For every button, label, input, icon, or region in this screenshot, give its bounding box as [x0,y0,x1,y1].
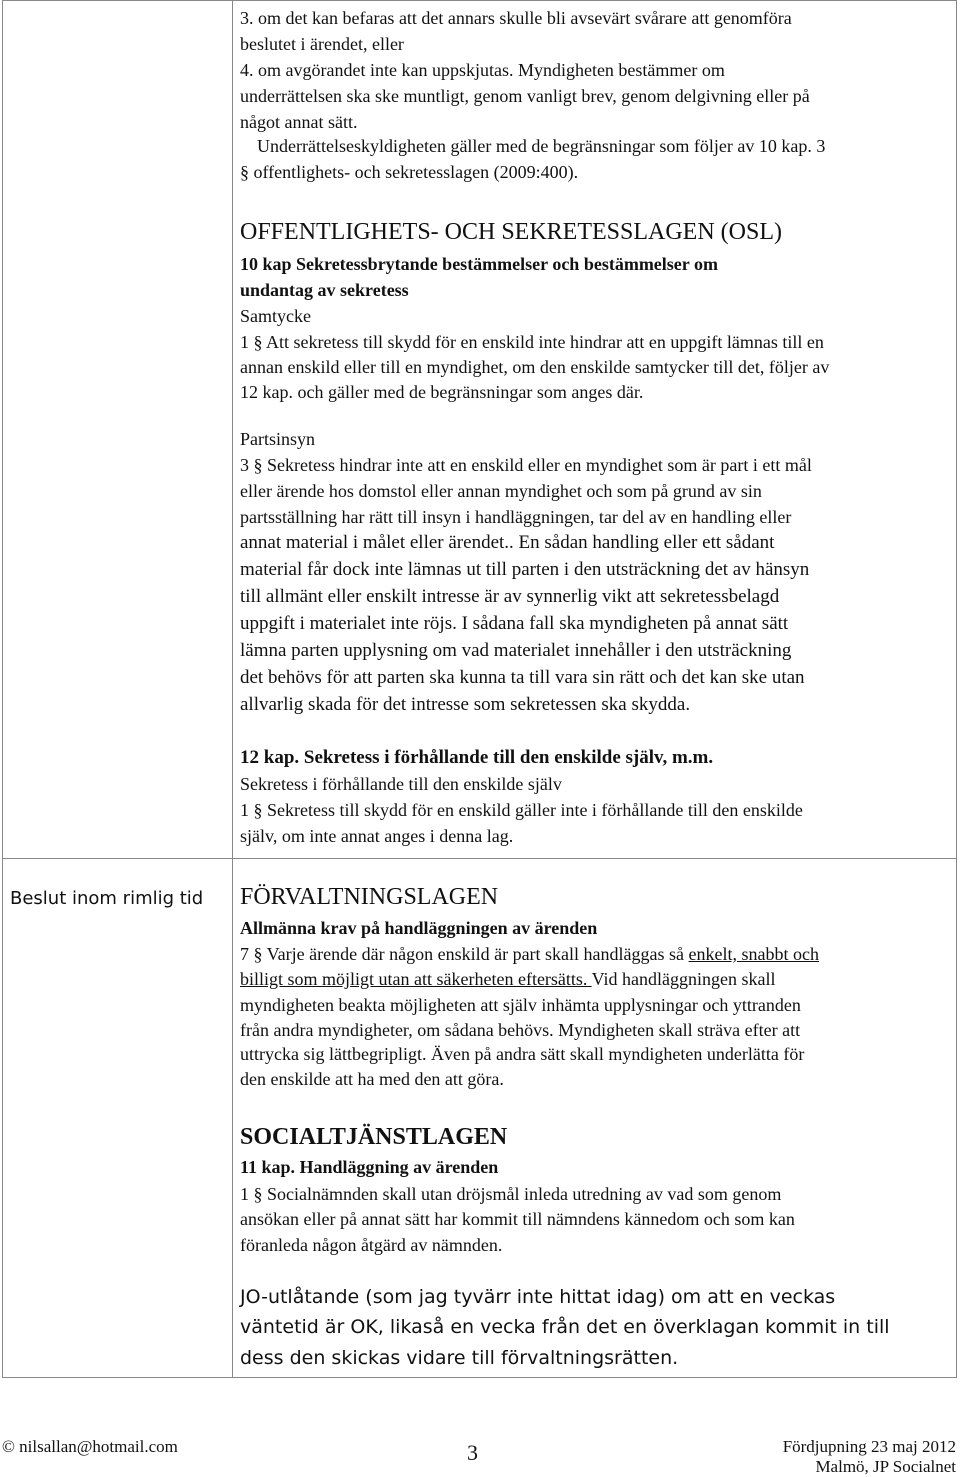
text-line: det behövs för att parten ska kunna ta till vara sin rätt och det kan ske utan [240,667,805,688]
text-line [240,944,819,965]
text-line: 1 § Att sekretess till skydd för en enskild inte hindrar att en uppgift lämnas till en [240,332,824,352]
table-border-right [956,0,957,1378]
left-column-label: Beslut inom rimlig tid [10,888,204,909]
text-segment: Vid handläggningen skall [591,969,776,989]
text-line: underrättelsen ska ske muntligt, genom vanligt brev, genom delgivning eller på [240,86,810,106]
underlined-text: billigt som möjligt utan att säkerheten eftersätts. [240,969,592,989]
table-border-left [2,0,3,1378]
text-line: eller ärende hos domstol eller annan myndighet och som på grund av sin [240,481,762,501]
text-line: 1 § Sekretess till skydd för en enskild gäller inte i förhållande till den enskilde [240,800,803,820]
table-row-divider [2,858,957,859]
footer-email: © nilsallan@hotmail.com [2,1437,178,1456]
text-line: något annat sätt. [240,112,358,132]
underlined-text: enkelt, snabbt och [688,944,819,964]
text-line: allvarlig skada för det intresse som sekretessen ska skydda. [240,694,691,715]
footer-event: Fördjupning 23 maj 2012 [782,1437,956,1456]
text-line: 4. om avgörandet inte kan uppskjutas. Myndigheten bestämmer om [240,60,725,80]
text-line: lämna parten upplysning om vad materialet innehåller i den utsträckning [240,640,792,661]
table-border-top [2,0,957,1]
text-line: dess den skickas vidare till förvaltningsrätten. [240,1347,679,1369]
page-number: 3 [467,1440,478,1465]
text-line: myndigheten beakta möjligheten att själv inhämta upplysningar och yttranden [240,995,801,1015]
text-line: från andra myndigheter, om sådana behövs. Myndigheten skall sträva efter att [240,1020,801,1040]
text-line: 12 kap. och gäller med de begränsningar som anges där. [240,382,644,402]
samtycke-label: Samtycke [240,306,311,326]
footer-location: Malmö, JP Socialnet [815,1457,956,1476]
text-line: Underrättelseskyldigheten gäller med de begränsningar som följer av 10 kap. 3 [257,136,826,156]
text-line [240,969,776,990]
osl-heading: OFFENTLIGHETS- OCH SEKRETESSLAGEN (OSL) [240,219,782,245]
sol-subheading: 11 kap. Handläggning av ärenden [240,1157,499,1177]
fl-heading: FÖRVALTNINGSLAGEN [240,884,499,910]
osl-subheading: 10 kap Sekretessbrytande bestämmelser och bestämmelser om [240,254,718,274]
text-line: föranleda någon åtgärd av nämnden. [240,1235,503,1255]
table-column-divider [232,0,233,1378]
kap12-heading: 12 kap. Sekretess i förhållande till den enskilde själv, m.m. [240,747,714,768]
text-line: själv, om inte annat anges i denna lag. [240,826,514,846]
text-segment: 7 § Varje ärende där någon enskild är part skall handläggas så [240,944,689,964]
text-line: den enskilde att ha med den att göra. [240,1069,504,1089]
text-line: till allmänt eller enskilt intresse är av synnerlig vikt att sekretessbelagd [240,586,780,607]
sol-heading: SOCIALTJÄNSTLAGEN [240,1124,508,1150]
text-line: 1 § Socialnämnden skall utan dröjsmål inleda utredning av vad som genom [240,1184,782,1204]
text-line: ansökan eller på annat sätt har kommit till nämndens kännedom och som kan [240,1209,795,1229]
partsinsyn-label: Partsinsyn [240,429,316,449]
text-line: material får dock inte lämnas ut till parten i den utsträckning det av hänsyn [240,559,810,580]
text-line: 3 § Sekretess hindrar inte att en enskild eller en myndighet som är part i ett mål [240,455,812,475]
text-line: annat material i målet eller ärendet.. En sådan handling eller ett sådant [240,532,775,553]
table-border-bottom [2,1377,957,1378]
text-line: uttrycka sig lättbegripligt. Även på andra sätt skall myndigheten underlätta för [240,1044,805,1064]
osl-subheading: undantag av sekretess [240,280,409,300]
text-line: annan enskild eller till en myndighet, om den enskilde samtycker till det, följer av [240,357,830,377]
text-line: 3. om det kan befaras att det annars skulle bli avsevärt svårare att genomföra [240,8,792,28]
text-line: partsställning har rätt till insyn i handläggningen, tar del av en handling eller [240,507,792,527]
fl-subheading: Allmänna krav på handläggningen av ärenden [240,918,598,938]
kap12-label: Sekretess i förhållande till den enskilde själv [240,774,562,794]
text-line: § offentlighets- och sekretesslagen (2009:400). [240,162,579,182]
text-line: beslutet i ärendet, eller [240,34,404,54]
text-line: JO-utlåtande (som jag tyvärr inte hittat idag) om att en veckas [240,1286,836,1308]
text-line: väntetid är OK, likaså en vecka från det en överklagan kommit in till [240,1316,890,1338]
text-line: uppgift i materialet inte röjs. I sådana fall ska myndigheten på annat sätt [240,613,789,634]
